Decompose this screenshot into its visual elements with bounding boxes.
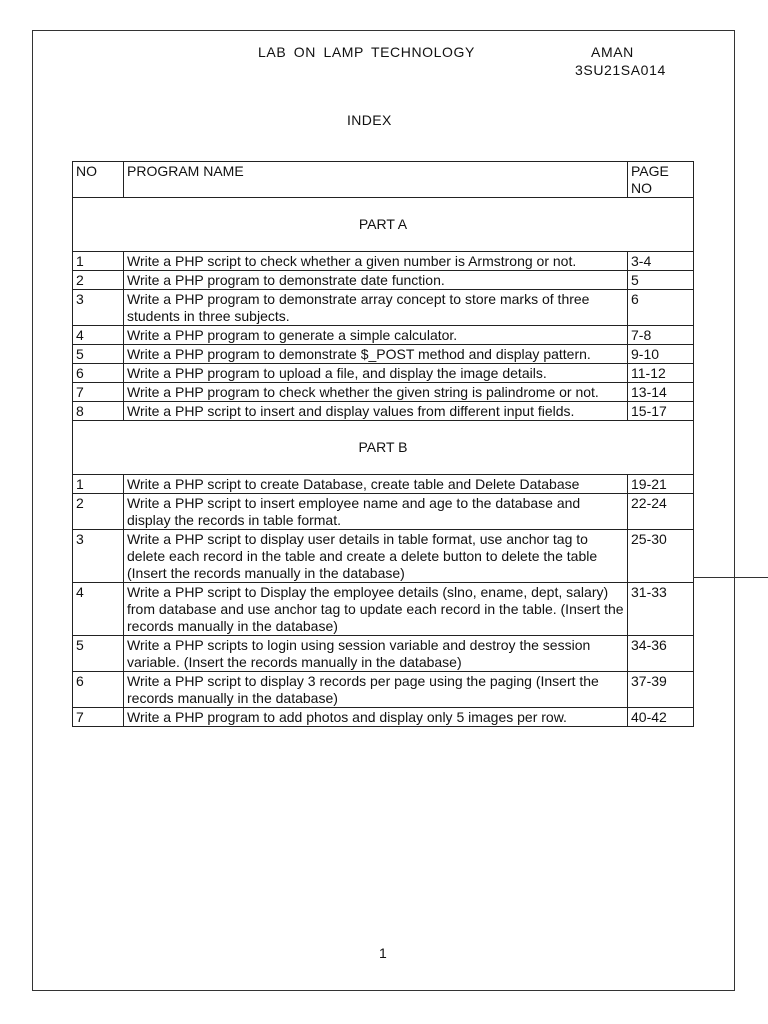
program-name: Write a PHP script to Display the employee details (slno, ename, dept, salary) from database and use anchor tag to update each record in the table. (Insert the records manually in the database) <box>124 583 628 636</box>
table-row <box>73 290 694 326</box>
lab-title: LAB ON LAMP TECHNOLOGY <box>258 44 475 60</box>
page-range: 37-39 <box>628 672 694 708</box>
program-name: Write a PHP scripts to login using session variable and destroy the session variable. (Insert the records manually in the database) <box>124 636 628 672</box>
section-row <box>73 198 694 252</box>
section-row <box>73 421 694 475</box>
table-row <box>73 494 694 530</box>
page-range: 31-33 <box>628 583 694 636</box>
row-number: 1 <box>73 252 124 271</box>
index-table-body <box>73 162 694 727</box>
table-row <box>73 252 694 271</box>
row-number: 5 <box>73 345 124 364</box>
table-row <box>73 636 694 672</box>
program-name: Write a PHP script to check whether a given number is Armstrong or not. <box>124 252 628 271</box>
row-number: 7 <box>73 708 124 727</box>
table-row <box>73 345 694 364</box>
table-row <box>73 530 694 583</box>
program-name: Write a PHP program to upload a file, and display the image details. <box>124 364 628 383</box>
page-range: 25-30 <box>628 530 694 583</box>
column-header-program-name: PROGRAM NAME <box>124 162 628 198</box>
table-row <box>73 271 694 290</box>
program-name: Write a PHP script to create Database, create table and Delete Database <box>124 475 628 494</box>
table-row <box>73 583 694 636</box>
index-heading: INDEX <box>347 112 392 128</box>
author-name: AMAN <box>591 44 634 60</box>
table-row <box>73 402 694 421</box>
roll-number: 3SU21SA014 <box>575 62 666 78</box>
table-row <box>73 383 694 402</box>
page-range: 3-4 <box>628 252 694 271</box>
table-row <box>73 475 694 494</box>
row-number: 7 <box>73 383 124 402</box>
row-number: 2 <box>73 271 124 290</box>
page-range: 19-21 <box>628 475 694 494</box>
page-range: 13-14 <box>628 383 694 402</box>
row-number: 4 <box>73 583 124 636</box>
section-title: PART B <box>73 421 694 475</box>
program-name: Write a PHP program to check whether the given string is palindrome or not. <box>124 383 628 402</box>
program-name: Write a PHP script to display 3 records per page using the paging (Insert the records manually in the database) <box>124 672 628 708</box>
row-number: 2 <box>73 494 124 530</box>
page-range: 15-17 <box>628 402 694 421</box>
section-title: PART A <box>73 198 694 252</box>
row-number: 5 <box>73 636 124 672</box>
page-range: 7-8 <box>628 326 694 345</box>
column-header-no: NO <box>73 162 124 198</box>
program-name: Write a PHP script to insert employee name and age to the database and display the records in table format. <box>124 494 628 530</box>
page-range: 40-42 <box>628 708 694 727</box>
page-range: 34-36 <box>628 636 694 672</box>
table-row <box>73 672 694 708</box>
page-range: 22-24 <box>628 494 694 530</box>
page-number: 1 <box>379 945 387 961</box>
table-row <box>73 708 694 727</box>
row-number: 1 <box>73 475 124 494</box>
page-range: 6 <box>628 290 694 326</box>
table-row <box>73 326 694 345</box>
row-number: 8 <box>73 402 124 421</box>
row-number: 6 <box>73 672 124 708</box>
row-number: 6 <box>73 364 124 383</box>
program-name: Write a PHP program to add photos and display only 5 images per row. <box>124 708 628 727</box>
table-header-row <box>73 162 694 198</box>
column-header-page-no: PAGE NO <box>628 162 694 198</box>
row-number: 4 <box>73 326 124 345</box>
program-name: Write a PHP program to generate a simple calculator. <box>124 326 628 345</box>
table-row <box>73 364 694 383</box>
page-range: 5 <box>628 271 694 290</box>
program-name: Write a PHP script to insert and display values from different input fields. <box>124 402 628 421</box>
page-range: 11-12 <box>628 364 694 383</box>
program-name: Write a PHP script to display user details in table format, use anchor tag to delete each record in the table and create a delete button to delete the table (Insert the records manually in the database) <box>124 530 628 583</box>
index-table <box>72 161 694 727</box>
program-name: Write a PHP program to demonstrate date function. <box>124 271 628 290</box>
row-number: 3 <box>73 530 124 583</box>
page-range: 9-10 <box>628 345 694 364</box>
margin-line <box>693 577 768 578</box>
row-number: 3 <box>73 290 124 326</box>
program-name: Write a PHP program to demonstrate $_POST method and display pattern. <box>124 345 628 364</box>
program-name: Write a PHP program to demonstrate array concept to store marks of three students in three subjects. <box>124 290 628 326</box>
